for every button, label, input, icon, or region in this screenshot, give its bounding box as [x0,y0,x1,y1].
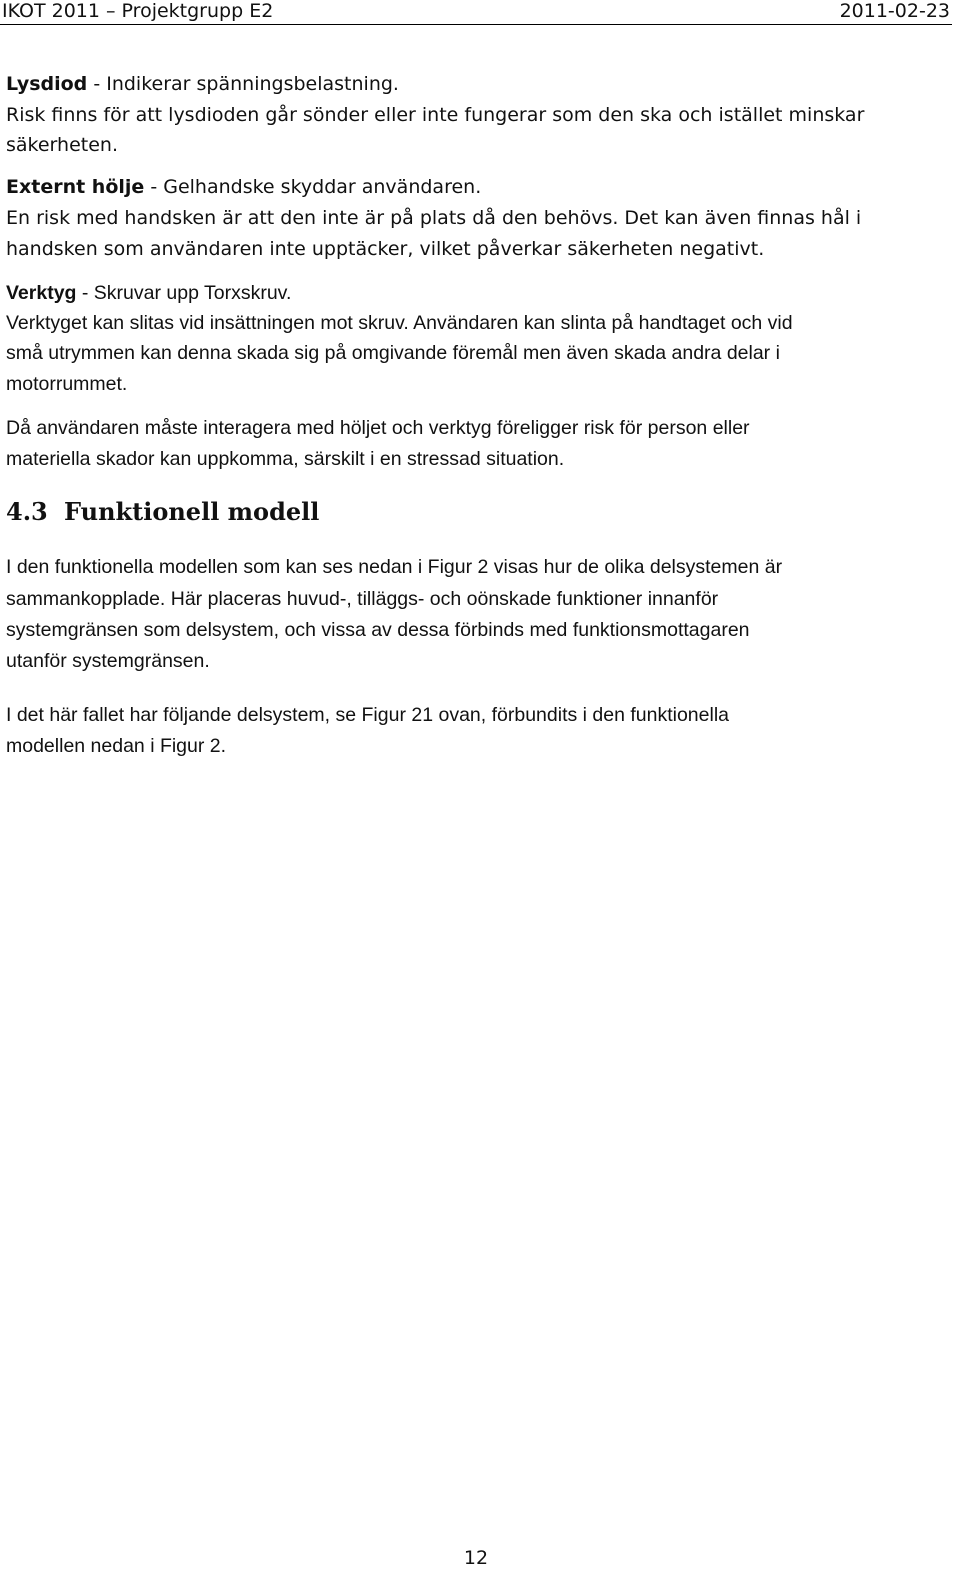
paragraph-line: motorrummet. [6,373,128,395]
page-header [0,0,952,25]
paragraph-line: modellen nedan i Figur 2. [6,735,227,757]
section-title: Funktionell modell [64,497,320,526]
term-lysdiod: Lysdiod [6,73,88,95]
header-title: IKOT 2011 – Projektgrupp E2 [2,0,274,22]
paragraph-line: säkerheten. [6,134,118,156]
paragraph-line: Då användaren måste interagera med höljet och verktyg föreligger risk för person eller [6,417,750,439]
page-number: 12 [463,1547,489,1569]
paragraph-line: Verktyg - Skruvar upp Torxskruv. [6,282,292,304]
paragraph-line: handsken som användaren inte upptäcker, vilket påverkar säkerheten negativt. [6,238,765,260]
paragraph-line: Lysdiod - Indikerar spänningsbelastning. [6,73,399,95]
term-verktyg: Verktyg [6,282,77,304]
paragraph-line: systemgränsen som delsystem, och vissa av dessa förbinds med funktionsmottagaren [6,619,750,641]
header-date: 2011-02-23 [839,0,950,22]
paragraph-line: Verktyget kan slitas vid insättningen mot skruv. Användaren kan slinta på handtaget och vid [6,312,793,334]
section-number: 4.3 [6,497,48,526]
term-externt-holje: Externt hölje [6,176,145,198]
paragraph-line: Risk finns för att lysdioden går sönder eller inte fungerar som den ska och istället minskar [6,104,865,126]
paragraph-line: En risk med handsken är att den inte är på plats då den behövs. Det kan även finnas hål i [6,207,862,229]
paragraph-line: utanför systemgränsen. [6,650,210,672]
paragraph-line: små utrymmen kan denna skada sig på omgivande föremål men även skada andra delar i [6,342,780,364]
paragraph-line: I den funktionella modellen som kan ses nedan i Figur 2 visas hur de olika delsystemen är [6,556,783,578]
section-heading [6,496,319,528]
paragraph-line: I det här fallet har följande delsystem, se Figur 21 ovan, förbundits i den funktionella [6,704,730,726]
paragraph-line: sammankopplade. Här placeras huvud-, tilläggs- och oönskade funktioner innanför [6,588,719,610]
paragraph-line: Externt hölje - Gelhandske skyddar användaren. [6,176,482,198]
paragraph-line: materiella skador kan uppkomma, särskilt i en stressad situation. [6,448,565,470]
